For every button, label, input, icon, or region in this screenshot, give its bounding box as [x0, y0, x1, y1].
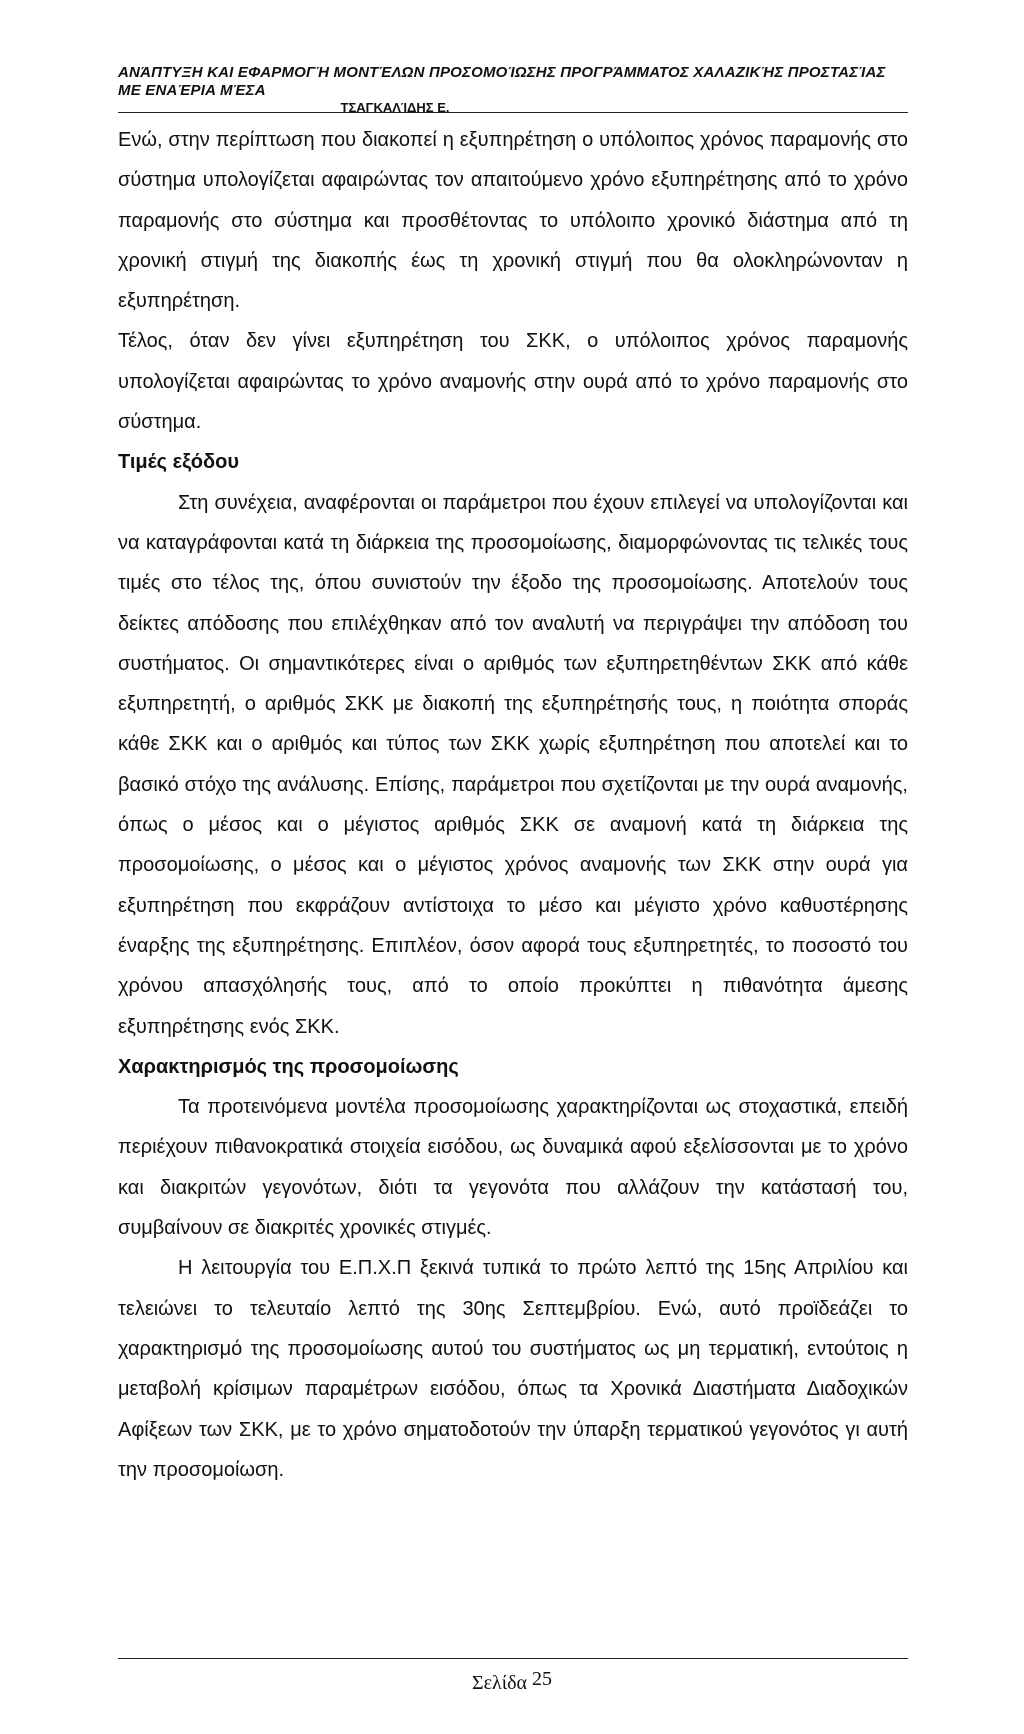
section-heading-output-values: Τιμές εξόδου: [118, 451, 239, 474]
page-number-value: 25: [532, 1668, 553, 1690]
paragraph-2: Τέλος, όταν δεν γίνει εξυπηρέτηση του ΣΚΚ, ο υπόλοιπος χρόνος παραμονής υπολογίζεται αφαιρώντας το χρόνο αναμονής στην ουρά από το χρόνο παραμονής στο σύστημα.: [118, 330, 908, 434]
running-header-title: ΑΝΆΠΤΥΞΗ ΚΑΙ ΕΦΑΡΜΟΓΉ ΜΟΝΤΈΛΩΝ ΠΡΟΣΟΜΟΊΩΣΗΣ ΠΡΟΓΡΆΜΜΑΤΟΣ ΧΑΛΑΖΙΚΉΣ ΠΡΟΣΤΑΣΊΑΣ ΜΕ ΕΝΑΈΡΙΑ ΜΈΣΑ: [118, 64, 886, 99]
paragraph-5: Η λειτουργία του Ε.Π.Χ.Π ξεκινά τυπικά το πρώτο λεπτό της 15ης Απριλίου και τελειώνει το τελευταίο λεπτό της 30ης Σεπτεμβρίου. Ενώ, αυτό προϊδεάζει το χαρακτηρισμό της προσομοίωσης αυτού του συστήματος ως μη τερματική, εντούτοις η μεταβολή κρίσιμων παραμέτρων εισόδου, όπως τα Χρονικά Διαστήματα Διαδοχικών Αφίξεων των ΣΚΚ, με το χρόνο σηματοδοτούν την ύπαρξη τερματικού γεγονότος γι αυτή την προσομοίωση.: [118, 1257, 908, 1481]
section-heading-simulation-characterization: Χαρακτηρισμός της προσομοίωσης: [118, 1055, 459, 1078]
paragraph-3: Στη συνέχεια, αναφέρονται οι παράμετροι που έχουν επιλεγεί να υπολογίζονται και να καταγράφονται κατά τη διάρκεια της προσομοίωσης, διαμορφώνοντας τις τελικές τους τιμές στο τέλος της, όπου συνιστούν την έξοδο της προσομοίωσης. Αποτελούν τους δείκτες απόδοσης που επιλέχθηκαν από τον αναλυτή να περιγράψει την απόδοση του συστήματος. Οι σημαντικότερες είναι ο αριθμός των εξυπηρετηθέντων ΣΚΚ από κάθε εξυπηρετητή, ο αριθμός ΣΚΚ με διακοπή της εξυπηρέτησής τους, η ποιότητα σποράς κάθε ΣΚΚ και ο αριθμός και τύπος των ΣΚΚ χωρίς εξυπηρέτηση που αποτελεί και το βασικό στόχο της ανάλυσης. Επίσης, παράμετροι που σχετίζονται με την ουρά αναμονής, όπως ο μέσος και ο μέγιστος αριθμός ΣΚΚ σε αναμονή κατά τη διάρκεια της προσομοίωσης, ο μέσος και ο μέγιστος χρόνος αναμονής των ΣΚΚ στην ουρά για εξυπηρέτηση που εκφράζουν αντίστοιχα το μέσο και μέγιστο χρόνο καθυστέρησης έναρξης της εξυπηρέτησης. Επιπλέον, όσον αφορά τους εξυπηρετητές, το ποσοστό του χρόνου απασχόλησής τους, από το οποίο προκύπτει η πιθανότητα άμεσης εξυπηρέτησης ενός ΣΚΚ.: [118, 491, 908, 1038]
page-label: Σελίδα: [471, 1672, 528, 1694]
paragraph-1: Ενώ, στην περίπτωση που διακοπεί η εξυπηρέτηση ο υπόλοιπος χρόνος παραμονής στο σύστημα υπολογίζεται αφαιρώντας τον απαιτούμενο χρόνο εξυπηρέτησης από το χρόνο παραμονής στο σύστημα και προσθέτοντας το υπόλοιπο χρονικό διάστημα από τη χρονική στιγμή της διακοπής έως τη χρονική στιγμή που θα ολοκληρώνονταν η εξυπηρέτηση.: [118, 129, 908, 313]
running-header-author: ΤΣΑΓΚΑΛΊΔΗΣ Ε.: [340, 100, 450, 115]
footer-divider: [118, 1658, 908, 1659]
page-number: [0, 1668, 1024, 1695]
paragraph-4: Τα προτεινόμενα μοντέλα προσομοίωσης χαρακτηρίζονται ως στοχαστικά, επειδή περιέχουν πιθανοκρατικά στοιχεία εισόδου, ως δυναμικά αφού εξελίσσονται με το χρόνο και διακριτών γεγονότων, διότι τα γεγονότα που αλλάζουν την κατάστασή του, συμβαίνουν σε διακριτές χρονικές στιγμές.: [118, 1096, 908, 1240]
page-body: [118, 120, 908, 1490]
header-divider: [118, 112, 908, 113]
